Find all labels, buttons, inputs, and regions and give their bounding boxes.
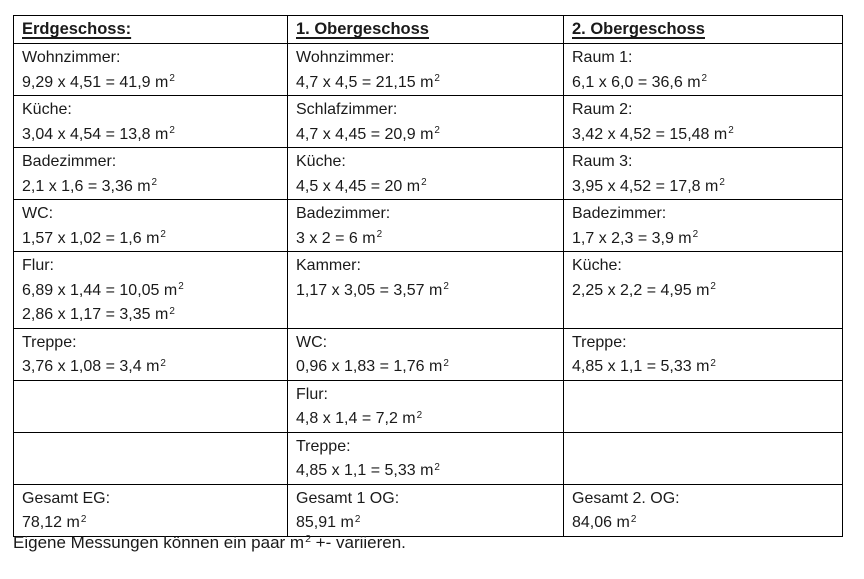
table-row (14, 484, 843, 536)
cell-line: 4,8 x 1,4 = 7,2 $m^2$ (296, 409, 423, 427)
cell-line: Treppe: (296, 437, 351, 455)
table-cell (14, 44, 288, 96)
superscript-2: 2 (354, 513, 361, 525)
superscript-2: 2 (434, 125, 440, 137)
table-cell (288, 96, 564, 148)
cell-line: WC: (296, 333, 328, 351)
cell-line: Flur: (296, 385, 328, 403)
table-cell (288, 252, 564, 329)
superscript-2: 2 (151, 177, 158, 189)
superscript-2: 2 (305, 533, 311, 546)
cell-line: Flur: (22, 257, 54, 274)
cell-line: Gesamt 2. OG: (572, 489, 680, 507)
table-cell (14, 148, 288, 200)
cell-line: Badezimmer: (572, 205, 667, 222)
cell-line: 6,1 x 6,0 = 36,6 $m^2$ (572, 73, 708, 91)
table-cell (14, 200, 288, 252)
cell-line: 85,91 $m^2$ (296, 513, 361, 531)
superscript-2: 2 (160, 357, 166, 369)
superscript-2: 2 (710, 281, 716, 293)
cell-line: Küche: (22, 101, 72, 118)
table-cell (288, 380, 564, 432)
table-cell (564, 328, 843, 380)
table-cell (14, 432, 288, 484)
table-cell (564, 432, 843, 484)
table-row (14, 328, 843, 380)
column-header: 1. Obergeschoss (288, 16, 564, 44)
table-row (14, 252, 843, 329)
superscript-2: 2 (169, 305, 175, 317)
superscript-2: 2 (443, 357, 449, 369)
superscript-2: 2 (376, 229, 383, 241)
cell-line: 3,04 x 4,54 = 13,8 $m^2$ (22, 125, 175, 143)
superscript-2: 2 (434, 461, 440, 473)
header-row (14, 16, 843, 44)
superscript-2: 2 (434, 73, 440, 85)
superscript-2: 2 (160, 229, 166, 241)
cell-line: 3 x 2 = 6 $m^2$ (296, 229, 383, 247)
cell-line: 1,57 x 1,02 = 1,6 $m^2$ (22, 229, 166, 247)
table-cell (564, 200, 843, 252)
table-cell (14, 484, 288, 536)
table-cell (288, 328, 564, 380)
cell-line: 6,89 x 1,44 = 10,05 $m^2$ (22, 281, 184, 299)
table-cell (14, 252, 288, 329)
table-cell (14, 380, 288, 432)
table-cell (288, 44, 564, 96)
cell-line: 3,42 x 4,52 = 15,48 $m^2$ (572, 125, 734, 143)
superscript-2: 2 (443, 281, 449, 293)
table-row (14, 148, 843, 200)
footer-note: Eigene Messungen können ein paar $m^2$ +- variieren. (13, 533, 406, 552)
cell-line: Raum 3: (572, 153, 633, 170)
table-cell (14, 96, 288, 148)
superscript-2: 2 (719, 177, 725, 189)
table-cell (564, 44, 843, 96)
superscript-2: 2 (80, 513, 87, 525)
table-row (14, 200, 843, 252)
cell-line: 2,1 x 1,6 = 3,36 $m^2$ (22, 177, 158, 195)
cell-line: Treppe: (572, 333, 627, 351)
cell-line: 3,76 x 1,08 = 3,4 $m^2$ (22, 357, 166, 375)
cell-line: Badezimmer: (296, 205, 391, 222)
room-measurements-table (13, 15, 843, 537)
cell-line: Küche: (572, 257, 622, 274)
cell-line: 1,17 x 3,05 = 3,57 $m^2$ (296, 281, 449, 299)
cell-line: 0,96 x 1,83 = 1,76 $m^2$ (296, 357, 449, 375)
column-header: Erdgeschoss: (14, 16, 288, 44)
superscript-2: 2 (178, 281, 184, 293)
table-cell (288, 200, 564, 252)
cell-line: 4,85 x 1,1 = 5,33 $m^2$ (572, 357, 716, 375)
cell-line: 2,25 x 2,2 = 4,95 $m^2$ (572, 281, 716, 299)
table-row (14, 96, 843, 148)
cell-line: 4,7 x 4,5 = 21,15 $m^2$ (296, 73, 440, 91)
cell-line: Wohnzimmer: (296, 49, 395, 66)
cell-line: 4,7 x 4,45 = 20,9 $m^2$ (296, 125, 440, 143)
table-cell (288, 148, 564, 200)
table-cell (564, 380, 843, 432)
superscript-2: 2 (169, 73, 175, 85)
table-cell (14, 328, 288, 380)
cell-line: Badezimmer: (22, 153, 117, 170)
cell-line: Kammer: (296, 257, 361, 274)
cell-line: Raum 1: (572, 49, 633, 66)
superscript-2: 2 (692, 229, 699, 241)
superscript-2: 2 (728, 125, 734, 137)
cell-line: 2,86 x 1,17 = 3,35 $m^2$ (22, 305, 175, 323)
cell-line: 84,06 $m^2$ (572, 513, 637, 531)
cell-line: 4,85 x 1,1 = 5,33 $m^2$ (296, 461, 440, 479)
superscript-2: 2 (421, 177, 427, 189)
superscript-2: 2 (416, 409, 423, 421)
superscript-2: 2 (710, 357, 716, 369)
table-row (14, 380, 843, 432)
cell-line: Wohnzimmer: (22, 49, 121, 66)
cell-line: 4,5 x 4,45 = 20 $m^2$ (296, 177, 427, 195)
superscript-2: 2 (169, 125, 175, 137)
cell-line: WC: (22, 205, 54, 222)
cell-line: Gesamt 1 OG: (296, 489, 400, 507)
table-cell (564, 148, 843, 200)
cell-line: 78,12 $m^2$ (22, 513, 87, 531)
table-row (14, 44, 843, 96)
table-cell (564, 252, 843, 329)
column-header: 2. Obergeschoss (564, 16, 843, 44)
table-cell (564, 96, 843, 148)
table-cell (564, 484, 843, 536)
cell-line: 3,95 x 4,52 = 17,8 $m^2$ (572, 177, 725, 195)
cell-line: Raum 2: (572, 101, 633, 118)
table-row (14, 432, 843, 484)
cell-line: Treppe: (22, 333, 77, 351)
table-cell (288, 432, 564, 484)
cell-line: 9,29 x 4,51 = 41,9 $m^2$ (22, 73, 175, 91)
cell-line: 1,7 x 2,3 = 3,9 $m^2$ (572, 229, 699, 247)
superscript-2: 2 (630, 513, 637, 525)
cell-line: Schlafzimmer: (296, 101, 398, 118)
superscript-2: 2 (701, 73, 708, 85)
cell-line: Gesamt EG: (22, 489, 111, 507)
table-cell (288, 484, 564, 536)
cell-line: Küche: (296, 153, 346, 170)
